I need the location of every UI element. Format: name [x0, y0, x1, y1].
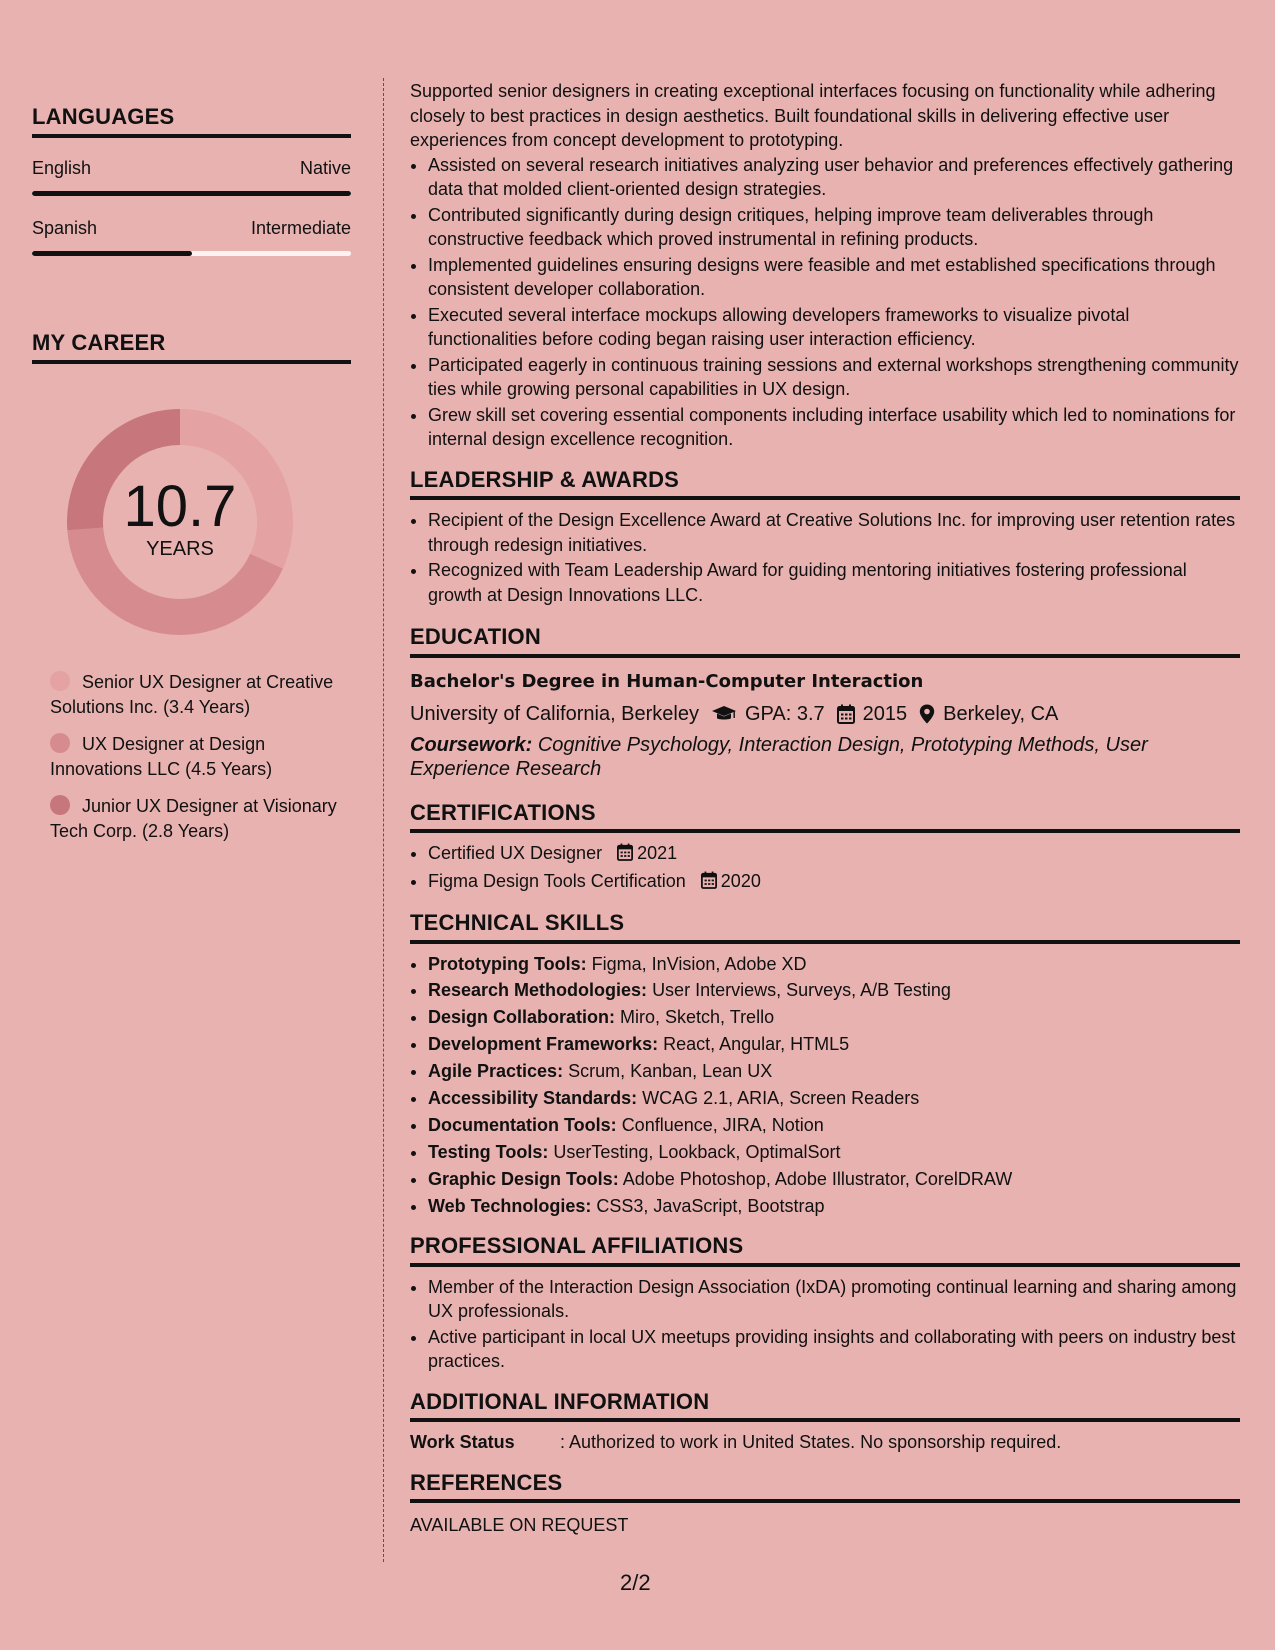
education-school: University of California, Berkeley: [410, 703, 699, 725]
skill-label: Testing Tools:: [428, 1141, 549, 1162]
career-total-value: 10.7: [123, 473, 237, 539]
list-item: [428, 869, 1240, 896]
language-proficiency-fill: [32, 191, 351, 196]
list-item: • Implemented guidelines ensuring designs were feasible and met established specifications through consistent developer collaboration.: [428, 253, 1240, 302]
list-item: • Recognized with Team Leadership Award for guiding mentoring initiatives fostering professional growth at Design Innovations LLC.: [428, 558, 1240, 607]
skill-value: Miro, Sketch, Trello: [620, 1007, 775, 1028]
legend-label: Senior UX Designer at Creative Solutions Inc. (3.4 Years): [50, 672, 334, 717]
list-item: • Participated eagerly in continuous training sessions and external workshops strengthening community ties while growing personal capabilities in UX design.: [428, 353, 1240, 402]
certification-year: 2020: [720, 870, 761, 891]
language-name: English: [32, 158, 92, 178]
calendar-icon: [837, 704, 855, 724]
experience-summary: Supported senior designers in creating exceptional interfaces focusing on functionality while adhering closely to best practices in design aesthetics. Built foundational skills in delivering effective user experiences from concept development to prototyping.: [410, 81, 1216, 150]
skills-list: [410, 952, 1240, 1219]
skill-value: Adobe Photoshop, Adobe Illustrator, CorelDRAW: [622, 1168, 1013, 1189]
main-content: [410, 79, 1240, 1538]
leadership-list: [410, 508, 1240, 607]
education-heading: EDUCATION: [410, 625, 1240, 658]
list-item: [428, 978, 1240, 1003]
page-number: 2/2: [620, 1570, 651, 1595]
coursework-label: Coursework:: [410, 733, 533, 756]
map-pin-icon: [919, 704, 935, 724]
work-status-value: : Authorized to work in United States. No sponsorship required.: [560, 1432, 1062, 1453]
calendar-icon: [701, 871, 717, 896]
coursework-text: Cognitive Psychology, Interaction Design, Prototyping Methods, User Experience Research: [410, 733, 1148, 780]
certification-year: 2021: [637, 843, 678, 863]
legend-dot: [50, 795, 70, 815]
education-year: 2015: [862, 703, 908, 725]
skill-label: Agile Practices:: [428, 1061, 564, 1082]
list-item: • Executed several interface mockups allowing developers frameworks to visualize pivotal functionalities before coding began raising user interaction efficiency.: [428, 303, 1240, 352]
certification-name: Figma Design Tools Certification: [428, 870, 686, 891]
list-item: [428, 1140, 1240, 1165]
list-item: • Recipient of the Design Excellence Award at Creative Solutions Inc. for improving user retention rates through redesign initiatives.: [428, 508, 1240, 557]
list-item: [428, 1005, 1240, 1030]
references-text: AVAILABLE ON REQUEST: [410, 1515, 629, 1536]
sidebar: [32, 104, 351, 856]
skill-value: React, Angular, HTML5: [663, 1034, 850, 1055]
graduation-cap-icon: [711, 705, 737, 723]
calendar-icon: [617, 843, 633, 868]
list-item: [428, 1032, 1240, 1057]
skill-label: Graphic Design Tools:: [428, 1168, 619, 1189]
affiliations-heading: PROFESSIONAL AFFILIATIONS: [410, 1234, 1240, 1267]
skill-value: Figma, InVision, Adobe XD: [591, 953, 807, 974]
list-item: • Contributed significantly during design critiques, helping improve team deliverables through constructive feedback which proved instrumental in refining products.: [428, 203, 1240, 252]
list-item: • Grew skill set covering essential components including interface usability which led to nominations for internal design excellence recognition.: [428, 403, 1240, 452]
education-degree: Bachelor's Degree in Human-Computer Interaction: [410, 670, 924, 692]
legend-dot: [50, 671, 70, 691]
language-proficiency-bar: [32, 251, 351, 256]
legend-label: Junior UX Designer at Visionary Tech Corp. (2.8 Years): [50, 796, 337, 841]
language-name: Spanish: [32, 218, 98, 238]
education-coursework: [410, 733, 1240, 781]
column-divider: [383, 78, 384, 1562]
list-item: [428, 952, 1240, 977]
list-item: [428, 1167, 1240, 1192]
legend-item: [50, 794, 351, 844]
list-item: • Active participant in local UX meetups providing insights and collaborating with peers on industry best practices.: [428, 1325, 1240, 1374]
certifications-heading: CERTIFICATIONS: [410, 801, 1240, 834]
education-gpa: GPA: 3.7: [745, 703, 825, 725]
legend-dot: [50, 733, 70, 753]
language-proficiency-fill: [32, 251, 192, 256]
skills-heading: TECHNICAL SKILLS: [410, 911, 1240, 944]
language-level: Intermediate: [250, 218, 351, 238]
legend-item: [50, 670, 351, 720]
education-details: [410, 702, 1240, 727]
work-status-row: [410, 1430, 1240, 1455]
affiliations-list: [410, 1275, 1240, 1374]
leadership-heading: LEADERSHIP & AWARDS: [410, 468, 1240, 501]
list-item: [428, 1059, 1240, 1084]
list-item: [428, 1113, 1240, 1138]
languages-heading: LANGUAGES: [32, 104, 351, 138]
list-item: [428, 1194, 1240, 1219]
list-item: • Assisted on several research initiatives analyzing user behavior and preferences effectively gathering data that molded client-oriented design strategies.: [428, 153, 1240, 202]
skill-label: Design Collaboration:: [428, 1007, 616, 1028]
career-legend: [50, 670, 351, 844]
education-location: Berkeley, CA: [943, 703, 1059, 725]
additional-heading: ADDITIONAL INFORMATION: [410, 1390, 1240, 1423]
list-item: [428, 841, 1240, 868]
certifications-list: [410, 841, 1240, 895]
language-spanish: [32, 218, 351, 256]
certification-name: Certified UX Designer: [428, 843, 603, 863]
skill-value: Confluence, JIRA, Notion: [621, 1114, 824, 1135]
skill-label: Research Methodologies:: [428, 980, 648, 1001]
language-english: [32, 158, 351, 196]
work-status-label: Work Status: [410, 1432, 515, 1453]
experience-bullets: [410, 153, 1240, 452]
skill-value: User Interviews, Surveys, A/B Testing: [652, 980, 951, 1001]
skill-label: Accessibility Standards:: [428, 1087, 638, 1108]
skill-value: UserTesting, Lookback, OptimalSort: [553, 1141, 841, 1162]
career-section: [32, 330, 351, 844]
language-level: Native: [299, 158, 351, 178]
legend-label: UX Designer at Design Innovations LLC (4.5 Years): [50, 734, 273, 779]
skill-label: Development Frameworks:: [428, 1034, 659, 1055]
skill-label: Web Technologies:: [428, 1195, 592, 1216]
career-heading: MY CAREER: [32, 330, 351, 364]
skill-value: CSS3, JavaScript, Bootstrap: [596, 1195, 825, 1216]
skill-value: WCAG 2.1, ARIA, Screen Readers: [642, 1087, 920, 1108]
career-total-unit: YEARS: [146, 537, 214, 560]
skill-label: Documentation Tools:: [428, 1114, 617, 1135]
career-donut-chart: [66, 408, 294, 636]
list-item: • Member of the Interaction Design Association (IxDA) promoting continual learning and sharing among UX professionals.: [428, 1275, 1240, 1324]
list-item: [428, 1086, 1240, 1111]
skill-label: Prototyping Tools:: [428, 953, 587, 974]
legend-item: [50, 732, 351, 782]
donut-center: [66, 408, 294, 636]
language-proficiency-bar: [32, 191, 351, 196]
skill-value: Scrum, Kanban, Lean UX: [568, 1061, 773, 1082]
references-heading: REFERENCES: [410, 1471, 1240, 1504]
